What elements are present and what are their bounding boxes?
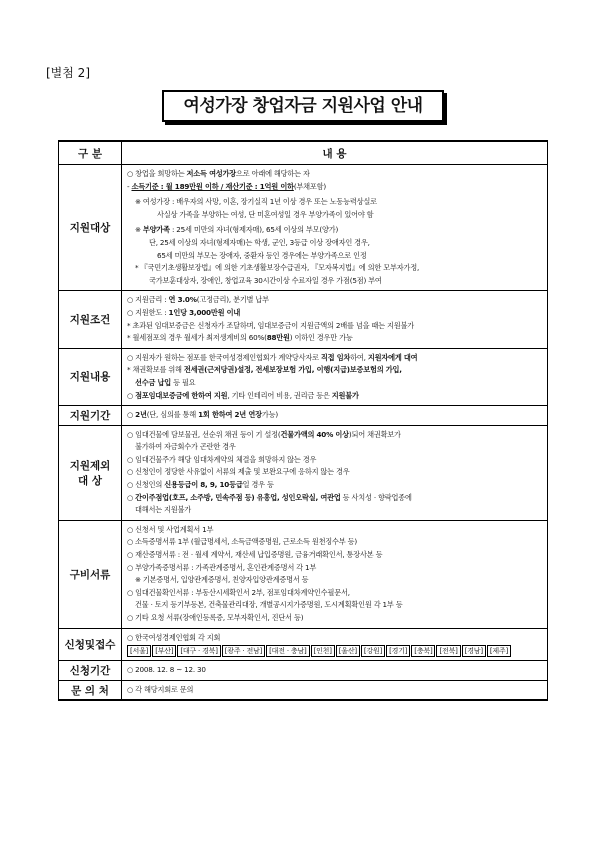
text-bold: 부양가족 [142, 225, 170, 235]
text-bold: 간이주점업(호프, 소주방, 민속주점 등) 유흥업, 성인오락실, 여관업 [135, 492, 341, 502]
row-content [122, 520, 548, 628]
row-label-line: 지원제외 [69, 459, 111, 472]
text: ○ 임대건물에 담보물권, 선순위 채권 등이 기 설정( [127, 429, 281, 439]
text: 등 필요 [171, 377, 196, 387]
text-bold: 지원불가 [331, 390, 359, 400]
row-target [59, 165, 548, 291]
region-box: [울산] [336, 645, 360, 657]
text: 으로 아래에 해당하는 자 [236, 169, 310, 178]
row-apply-period [59, 661, 548, 681]
text-bold: 지원자에게 대여 [367, 352, 418, 362]
note-line: ※ 여성가장 : 배우자의 사망, 이혼, 장기실직 1년 이상 경우 또는 노동능력상실로 [135, 197, 377, 207]
page-title: 여성가장 창업자금 지원사업 안내 [162, 90, 444, 122]
row-content [122, 680, 548, 700]
table-header-row [59, 141, 548, 165]
row-content-support [59, 348, 548, 405]
region-box: [경남] [462, 645, 486, 657]
text: (고정금리), 분기별 납부 [196, 295, 269, 305]
text: 하여, [350, 352, 368, 362]
note-line: 단, 25세 이상의 자녀(형제자매)는 학생, 군인, 3등급 이상 장애자인 경우, [149, 237, 370, 247]
row-content [122, 406, 548, 426]
text-bold: 연 3.0% [168, 295, 197, 305]
row-label: 지원내용 [59, 348, 122, 405]
note-line: 사실상 가족을 부양하는 여성, 단 미혼여성일 경우 부양가족이 있어야 함 [157, 209, 374, 219]
region-box: [전북] [436, 645, 460, 657]
text-bold: 2년 [135, 410, 147, 420]
row-docs [59, 520, 548, 628]
region-box: [강원] [361, 645, 385, 657]
region-box: [제주] [487, 645, 511, 657]
note-line: ○ 임대건물주가 해당 임대차계약의 체결을 희망하지 않는 경우 [127, 454, 317, 464]
text: ○ 창업을 희망하는 [127, 169, 187, 178]
row-terms [59, 291, 548, 348]
note-line: 국가보훈대상자, 장애인, 창업교육 30시간이상 수료자일 경우 가점(5점) 부여 [149, 275, 382, 285]
text: - [127, 181, 132, 191]
row-label: 신청및접수 [59, 628, 122, 661]
row-label-line: 대 상 [78, 474, 102, 487]
region-box: [대구 · 경북] [177, 645, 220, 657]
text-bold: 직접 임차 [320, 352, 351, 362]
income-criteria: 소득기준 : 월 189만원 이하 / 재산기준 : 1억원 이하 [131, 181, 294, 191]
text-bold: 건물가액의 40% 이상 [280, 429, 349, 439]
note-line: 대해서는 지원불가 [135, 505, 192, 515]
row-content [122, 628, 548, 661]
row-label: 지원조건 [59, 291, 122, 348]
text: (부채포함) [293, 181, 327, 191]
text: ○ 지원한도 : [127, 307, 169, 317]
row-apply [59, 628, 548, 661]
row-content [122, 165, 548, 291]
note-line: 건물 · 토지 등기부등본, 건축물관리대장, 개별공시지가증명원, 도시계획확인원 각 1부 등 [135, 600, 403, 610]
region-box: [인천] [311, 645, 335, 657]
note-line: 불가하여 자금회수가 곤란한 경우 [135, 442, 236, 452]
note-line: ○ 한국여성경제인협회 각 지회 [127, 632, 221, 642]
row-label: 지원기간 [59, 406, 122, 426]
region-box: [광주 · 전남] [222, 645, 265, 657]
text: ○ 지원자가 원하는 점포를 한국여성경제인협회가 계약당사자로 [127, 352, 321, 362]
region-box: [경기] [386, 645, 410, 657]
text: )되어 채권확보가 [348, 429, 401, 439]
row-label: 지원대상 [59, 165, 122, 291]
note-line: * 초과된 임대보증금은 신청자가 조달하며, 임대보증금이 지원금액의 2배를 넘을 때는 지원불가 [127, 320, 414, 330]
row-content [122, 348, 548, 405]
text: (단, 심의를 통해 [146, 410, 199, 420]
text: ) 이하인 경우만 가능 [289, 333, 353, 343]
note-line: ○ 임대건물확인서류 : 부동산시세확인서 2부, 점포임대차계약인수필문서, [127, 587, 350, 597]
text: : 25세 미만의 자녀(형제자매), 65세 이상의 부모(양가) [169, 225, 339, 235]
text-bold: 점포임대보증금에 한하여 지원 [135, 390, 228, 400]
note-line: ○ 신청서 및 사업계획서 1부 [127, 524, 214, 534]
row-content [122, 291, 548, 348]
row-contact [59, 680, 548, 700]
row-label: 구비서류 [59, 520, 122, 628]
note-line: * 『국민기초생활보장법』에 의한 기초생활보장수급권자, 『모자복지법』에 의한 모부자가정, [135, 263, 420, 273]
text: 등 사치성 · 향락업종에 [340, 492, 412, 502]
text: ※ [135, 225, 143, 235]
text-bold: 88만원 [266, 333, 290, 343]
row-label: 신청기간 [59, 661, 122, 681]
row-exclude [59, 425, 548, 520]
note-line: ○ 재산증명서류 : 전 · 월세 계약서, 재산세 납입증명원, 금융거래확인서, 통장사본 등 [127, 550, 383, 560]
note-line: 65세 미만의 부모는 장애자, 중환자 등인 경우에는 부양가족으로 인정 [157, 250, 367, 260]
note-line: ※ 기본증명서, 입양관계증명서, 친양자입양관계증명서 등 [135, 575, 309, 585]
header-content: 내 용 [122, 141, 548, 165]
note-line: ○ 부양가족증명서류 : 가족관계증명서, 혼인관계증명서 각 1부 [127, 562, 317, 572]
text: ○ [127, 410, 136, 420]
text: ○ [127, 390, 136, 400]
text-bold: 선수금 납입 [135, 377, 172, 387]
note-line: ○ 각 해당지회로 문의 [127, 684, 194, 694]
row-label [59, 425, 122, 520]
text: 일 경우 등 [242, 480, 274, 490]
note-line: ○ 기타 요청 서류(장애인등록증, 모부자확인서, 진단서 등) [127, 613, 304, 622]
note-line: ○ 신청인이 정당한 사유없이 서류의 제출 및 보완요구에 응하지 않는 경우 [127, 467, 350, 477]
text: * 채권확보를 위해 [127, 365, 184, 375]
header-category: 구 분 [59, 141, 122, 165]
text-bold: 전세권(근저당권)설정, 전세보장보험 가입, 이행(지급)보증보험의 가입, [183, 365, 402, 375]
note-line: ○ 소득증명서류 1부 (월급명세서, 소득금액증명원, 근로소득 원천징수부 등) [127, 537, 357, 547]
text: ○ [127, 492, 136, 502]
text: 가능) [261, 410, 278, 420]
region-list [127, 645, 542, 657]
text: , 기타 인테리어 비용, 권리금 등은 [227, 390, 332, 400]
info-table [58, 140, 548, 701]
note-line: ○ 2008. 12. 8 ~ 12. 30 [127, 665, 206, 675]
text: ○ 지원금리 : [127, 295, 169, 305]
region-box: [서울] [127, 645, 151, 657]
row-content [122, 425, 548, 520]
region-box: [대전 · 충남] [266, 645, 309, 657]
text-bold: 저소득 여성가장 [186, 169, 237, 178]
text: ○ 신청인의 [127, 480, 165, 490]
region-box: [충북] [411, 645, 435, 657]
text-bold: 1인당 3,000만원 이내 [168, 307, 241, 317]
row-content [122, 661, 548, 681]
text: * 월세점포의 경우 월세가 최저생계비의 60%( [127, 333, 267, 343]
text-bold: 신용등급이 8, 9, 10등급 [164, 480, 243, 490]
row-label: 문 의 처 [59, 680, 122, 700]
text-bold: 1회 한하여 2년 연장 [198, 410, 262, 420]
attachment-label: [별첨 2] [46, 66, 90, 80]
region-box: [부산] [152, 645, 176, 657]
row-period [59, 406, 548, 426]
